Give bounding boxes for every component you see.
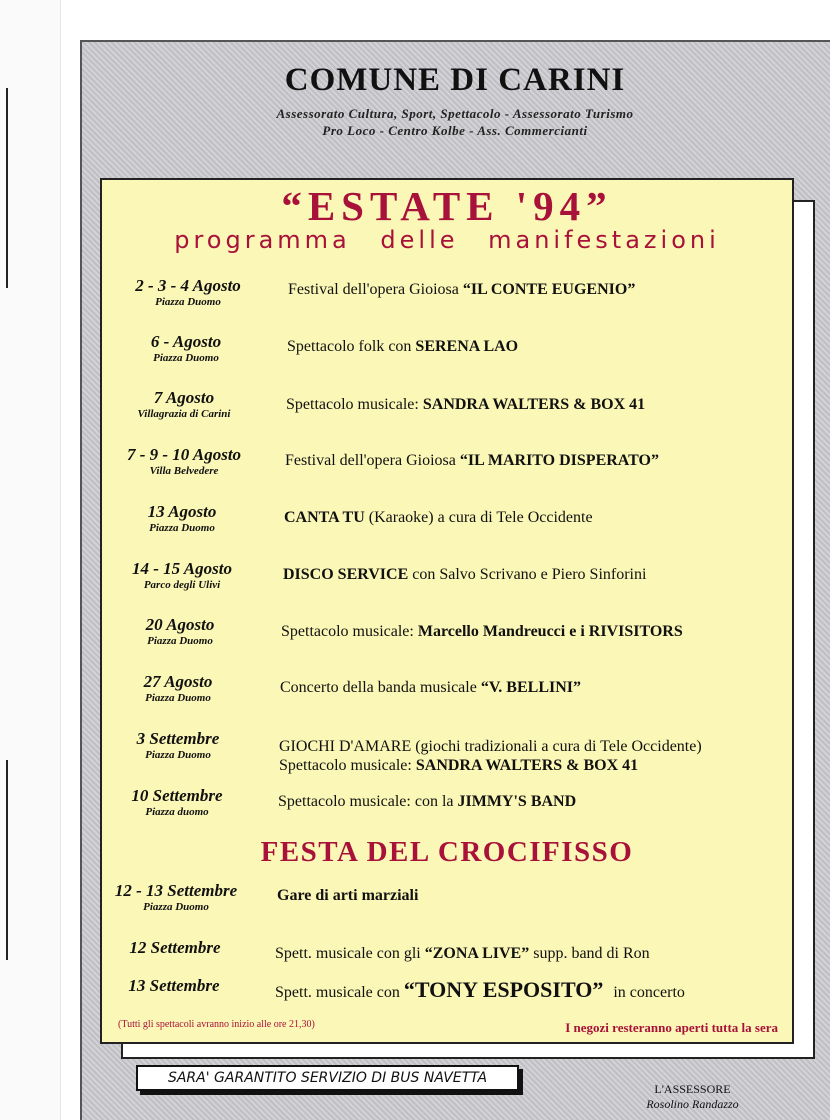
- event-description: [275, 977, 685, 1002]
- event-date: [103, 276, 273, 309]
- event-place: Piazza duomo: [145, 806, 209, 818]
- event-performer: “ZONA LIVE”: [424, 945, 530, 962]
- event-description: [278, 792, 576, 811]
- event-desc-text: in concerto: [613, 984, 685, 1001]
- event-place: Piazza Duomo: [147, 635, 213, 647]
- event-date: [93, 672, 263, 705]
- event-place: Villa Belvedere: [149, 465, 219, 477]
- event-description: [279, 756, 638, 775]
- event-date: [97, 559, 267, 592]
- event-performer: SANDRA WALTERS & BOX 41: [415, 757, 639, 774]
- event-date: [91, 881, 261, 914]
- header-subtitle-2: Pro Loco - Centro Kolbe - Ass. Commercianti: [322, 123, 588, 138]
- event-date-text: 2 - 3 - 4 Agosto: [135, 276, 241, 295]
- program-title: “ESTATE '94”: [281, 183, 613, 229]
- event-place: Piazza Duomo: [143, 901, 209, 913]
- event-date: [97, 502, 267, 535]
- event-desc-text: con Salvo Scrivano e Piero Sinforini: [408, 566, 647, 583]
- event-description: [283, 565, 646, 584]
- event-desc-text: Festival dell'opera Gioiosa: [285, 452, 460, 469]
- event-date: [89, 976, 259, 995]
- event-performer: Gare di arti marziali: [277, 887, 419, 904]
- event-performer: “IL MARITO DISPERATO”: [459, 452, 659, 469]
- event-date: [95, 615, 265, 648]
- bus-shuttle-banner: SARA' GARANTITO SERVIZIO DI BUS NAVETTA: [136, 1065, 519, 1091]
- page-edge-mark: [0, 88, 8, 288]
- event-date-text: 20 Agosto: [145, 615, 215, 634]
- event-desc-text: Spettacolo musicale:: [279, 757, 416, 774]
- event-description: [284, 508, 593, 527]
- event-date: [101, 332, 271, 365]
- event-date-text: 6 - Agosto: [150, 332, 222, 351]
- assessore-title: L'ASSESSORE: [654, 1082, 731, 1096]
- event-date-text: 12 Settembre: [129, 938, 221, 957]
- event-desc-text: supp. band di Ron: [529, 945, 650, 962]
- event-desc-text: Concerto della banda musicale: [280, 679, 481, 696]
- event-description: [280, 678, 581, 697]
- event-desc-text: Spettacolo musicale:: [281, 623, 418, 640]
- event-performer: “IL CONTE EUGENIO”: [462, 281, 636, 298]
- event-date-text: 27 Agosto: [143, 672, 213, 691]
- event-description: [279, 737, 702, 756]
- festa-title: FESTA DEL CROCIFISSO: [260, 836, 634, 868]
- header-subtitle-1: Assessorato Cultura, Sport, Spettacolo - Assessorato Turismo: [276, 106, 634, 121]
- assessore-name: Rosolino Randazzo: [646, 1097, 739, 1111]
- event-date-text: 13 Settembre: [128, 976, 220, 995]
- event-performer: DISCO SERVICE: [283, 566, 409, 583]
- program-subtitle: programma delle manifestazioni: [174, 226, 720, 254]
- event-performer: Marcello Mandreucci e i RIVISITORS: [417, 623, 683, 640]
- event-date: [92, 786, 262, 819]
- event-desc-text: Spett. musicale con: [275, 984, 404, 1001]
- event-performer: CANTA TU: [284, 509, 365, 526]
- event-date-text: 13 Agosto: [147, 502, 217, 521]
- event-performer: JIMMY'S BAND: [457, 793, 577, 810]
- shops-open-note: I negozi resteranno aperti tutta la sera: [565, 1020, 778, 1035]
- event-desc-text: Spettacolo musicale: con la: [278, 793, 458, 810]
- event-description: [275, 944, 650, 963]
- event-performer: “TONY ESPOSITO”: [403, 977, 604, 1002]
- start-time-note: (Tutti gli spettacoli avranno inizio alle ore 21,30): [118, 1019, 315, 1030]
- event-description: [281, 622, 683, 641]
- header-title: COMUNE DI CARINI: [284, 62, 626, 98]
- event-description: [287, 337, 518, 356]
- page-edge: [0, 0, 61, 1120]
- event-desc-text: Festival dell'opera Gioiosa: [288, 281, 463, 298]
- event-date-text: 10 Settembre: [131, 786, 223, 805]
- event-performer: SERENA LAO: [415, 338, 519, 355]
- event-desc-text: Spett. musicale con gli: [275, 945, 425, 962]
- event-date-text: 12 - 13 Settembre: [114, 881, 238, 900]
- event-date: [90, 938, 260, 957]
- event-description: [285, 451, 659, 470]
- event-place: Parco degli Ulivi: [143, 579, 221, 591]
- event-desc-text: Spettacolo folk con: [287, 338, 416, 355]
- event-place: Piazza Duomo: [155, 296, 221, 308]
- event-date: [99, 445, 269, 478]
- event-desc-text: GIOCHI D'AMARE (giochi tradizionali a cura di Tele Occidente): [279, 738, 702, 755]
- event-date-text: 7 - 9 - 10 Agosto: [126, 445, 242, 464]
- event-date: [99, 388, 269, 421]
- event-date: [93, 729, 263, 762]
- event-description: [286, 395, 645, 414]
- event-place: Piazza Duomo: [149, 522, 215, 534]
- event-place: Villagrazia di Carini: [137, 408, 231, 420]
- event-description: [277, 886, 418, 905]
- page-edge-mark: [0, 760, 8, 960]
- event-place: Piazza Duomo: [145, 749, 211, 761]
- event-date-text: 7 Agosto: [153, 388, 215, 407]
- event-place: Piazza Duomo: [153, 352, 219, 364]
- event-desc-text: (Karaoke) a cura di Tele Occidente: [364, 509, 593, 526]
- event-description: [288, 280, 635, 299]
- event-performer: SANDRA WALTERS & BOX 41: [422, 396, 646, 413]
- event-place: Piazza Duomo: [145, 692, 211, 704]
- event-date-text: 14 - 15 Agosto: [132, 559, 232, 578]
- event-desc-text: Spettacolo musicale:: [286, 396, 423, 413]
- event-performer: “V. BELLINI”: [480, 679, 581, 696]
- event-date-text: 3 Settembre: [136, 729, 220, 748]
